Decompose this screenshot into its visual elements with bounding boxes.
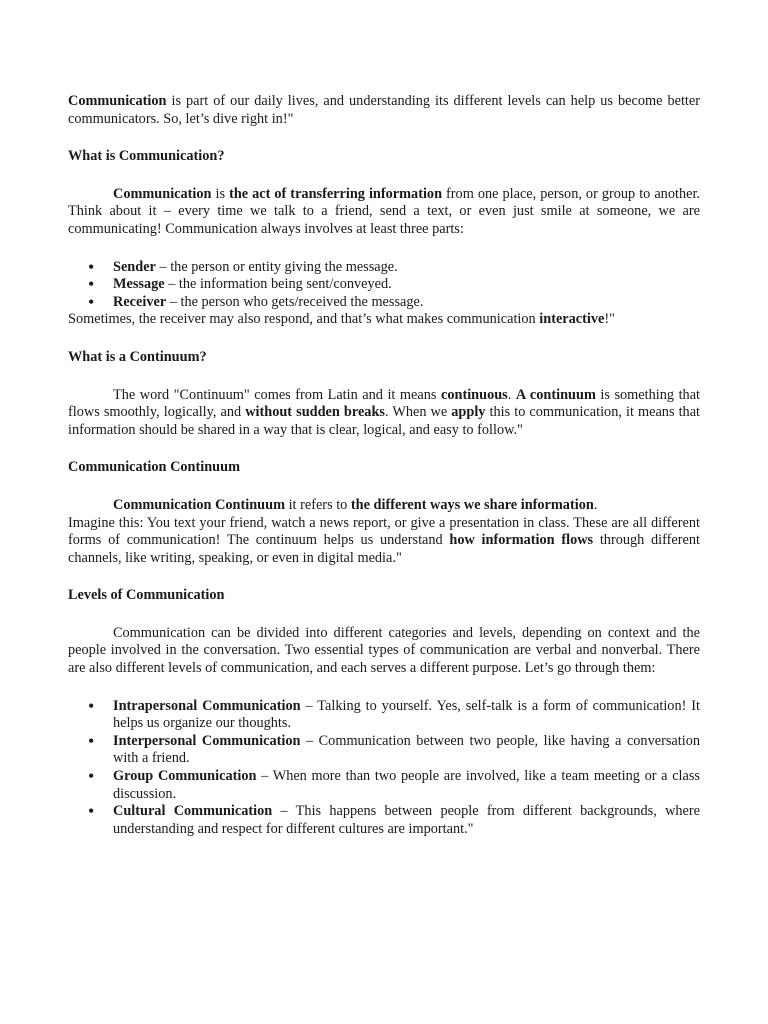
list-item: • Interpersonal Communication – Communication between two people, like having a conversation with a friend. (68, 733, 700, 768)
levels-intro-paragraph: Communication can be divided into different categories and levels, depending on context and the people involved in the conversation. Two essential types of communication are verbal and nonverbal. There are also different levels of communication, and each serves a different purpose. Let’s go through them: (68, 624, 700, 677)
heading-levels-of-communication: Levels of Communication (68, 587, 225, 604)
list-item: • Receiver – the person who gets/received the message. (68, 294, 700, 312)
list-item: • Intrapersonal Communication – Talking to yourself. Yes, self-talk is a form of communication! It helps us organize our thoughts. (68, 698, 700, 733)
list-item: • Message – the information being sent/conveyed. (68, 276, 700, 294)
communication-parts-list (68, 259, 700, 312)
communication-levels-list (68, 698, 700, 839)
continuum-definition-paragraph: The word "Continuum" comes from Latin and it means continuous. A continuum is something that flows smoothly, logically, and without sudden breaks. When we apply this to communication, it means that information should be shared in a way that is clear, logical, and easy to follow." (68, 386, 701, 438)
heading-what-is-continuum: What is a Continuum? (68, 348, 207, 365)
heading-what-is-communication: What is Communication? (68, 148, 225, 165)
intro-paragraph: Communication is part of our daily lives, and understanding its different levels can help us become better communicators. So, let’s dive right in!" (68, 93, 700, 127)
interactive-note-paragraph: Sometimes, the receiver may also respond, and that’s what makes communication interactive!" (68, 311, 615, 328)
list-item: • Sender – the person or entity giving the message. (68, 259, 700, 277)
document-body (68, 93, 700, 838)
communication-definition-paragraph: Communication is the act of transferring information from one place, person, or group to another. Think about it – every time we talk to a friend, send a text, or even just smile at someone, we are communicating! Communication always involves at least three parts: (68, 185, 700, 237)
list-item: • Group Communication – When more than two people are involved, like a team meeting or a class discussion. (68, 768, 700, 803)
imagine-paragraph: Imagine this: You text your friend, watch a news report, or give a presentation in class. These are all different forms of communication! The continuum helps us understand how information flows through different channels, like writing, speaking, or even in digital media." (68, 514, 700, 566)
list-item: • Cultural Communication – This happens between people from different backgrounds, where understanding and respect for different cultures are important." (68, 803, 700, 838)
continuum-refers-paragraph: Communication Continuum it refers to the different ways we share information. (113, 496, 598, 513)
heading-communication-continuum: Communication Continuum (68, 459, 240, 476)
